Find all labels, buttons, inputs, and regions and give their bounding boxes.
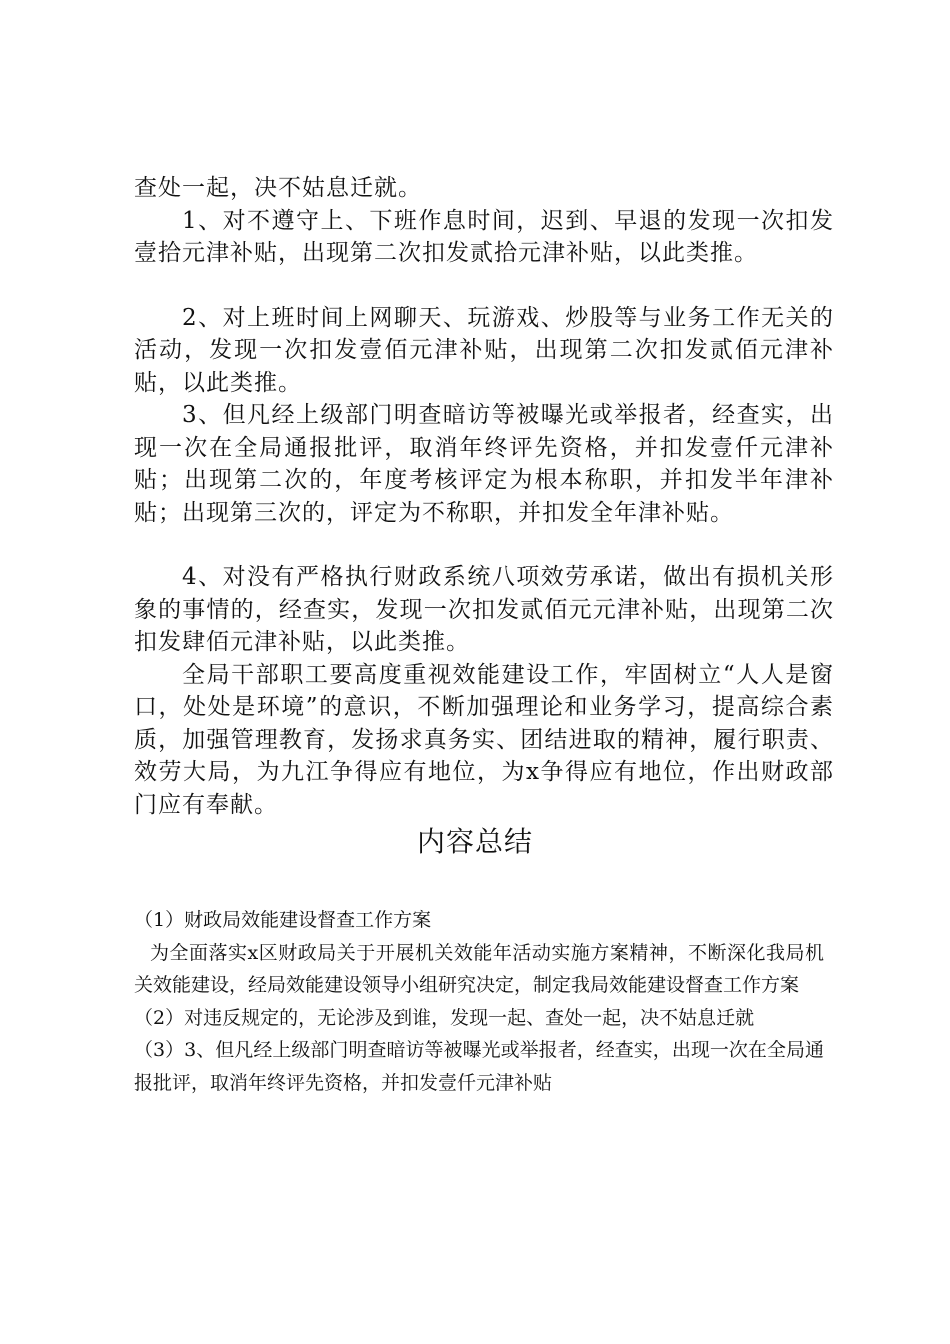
paragraph-rule-4: 4、对没有严格执行财政系统八项效劳承诺，做出有损机关形象的事情的，经查实，发现一次扣发贰佰元元津补贴，出现第二次扣发肆佰元津补贴，以此类推。: [134, 564, 834, 655]
summary-item: 为全面落实x区财政局关于开展机关效能年活动实施方案精神，不断深化我局机关效能建设，经局效能建设领导小组研究决定，制定我局效能建设督查工作方案: [134, 941, 824, 996]
summary-item: （2）对违反规定的，无论涉及到谁，发现一起、查处一起，决不姑息迁就: [134, 1006, 755, 1029]
paragraph-rule-3: 3、但凡经上级部门明查暗访等被曝光或举报者，经查实，出现一次在全局通报批评，取消年终评先资格，并扣发壹仟元津补贴；出现第二次的，年度考核评定为根本称职，并扣发半年津补贴；出现第三次的，评定为不称职，并扣发全年津补贴。: [134, 402, 834, 526]
paragraph-spacer: [134, 529, 834, 561]
paragraph-continuation: 查处一起，决不姑息迁就。: [134, 175, 422, 201]
summary-title: 内容总结: [416, 825, 533, 858]
regulation-body: [134, 172, 834, 821]
summary-item: （1）财政局效能建设督查工作方案: [134, 909, 432, 931]
paragraph-rule-1: 1、对不遵守上、下班作息时间，迟到、早退的发现一次扣发壹拾元津补贴，出现第二次扣发贰拾元津补贴，以此类推。: [134, 207, 834, 266]
paragraph-spacer: [134, 270, 834, 302]
summary-item: （3）3、但凡经上级部门明查暗访等被曝光或举报者，经查实，出现一次在全局通报批评，取消年终评先资格，并扣发壹仟元津补贴: [134, 1039, 824, 1094]
summary-list: [134, 904, 824, 1099]
paragraph-closing: 全局干部职工要高度重视效能建设工作，牢固树立“人人是窗口，处处是环境”的意识，不断加强理论和业务学习，提高综合素质，加强管理教育，发扬求真务实、团结进取的精神，履行职责、效劳大局，为九江争得应有地位，为x争得应有地位，作出财政部门应有奉献。: [134, 661, 834, 818]
paragraph-rule-2: 2、对上班时间上网聊天、玩游戏、炒股等与业务工作无关的活动，发现一次扣发壹佰元津补贴，出现第二次扣发贰佰元津补贴，以此类推。: [134, 304, 834, 396]
